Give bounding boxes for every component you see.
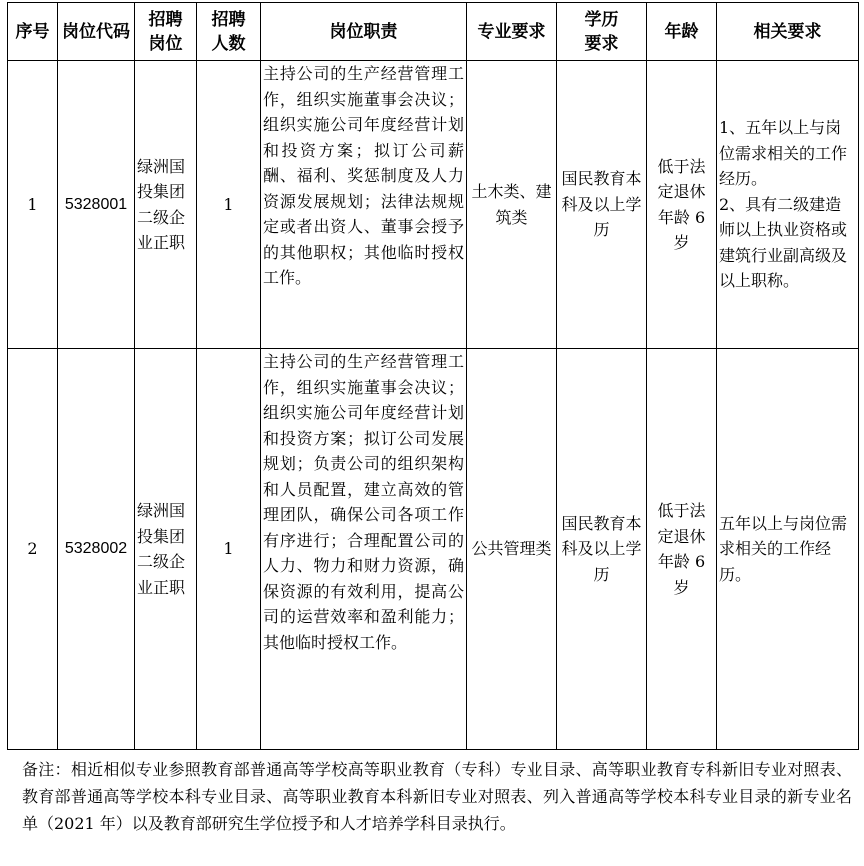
header-duties: 岗位职责: [261, 3, 467, 61]
row-education: 国民教育本科及以上学历: [557, 349, 647, 750]
row-education: 国民教育本科及以上学历: [557, 61, 647, 349]
row-age: 低于法定退休年龄 6 岁: [647, 61, 717, 349]
row-duties: 主持公司的生产经营管理工作，组织实施董事会决议；组织实施公司年度经营计划和投资方案；拟订公司发展规划；负责公司的组织架构和人员配置，建立高效的管理团队，确保公司各项工作有序进行；合理配置公司的人力、物力和财力资源，确保资源的有效利用，提高公司的运营效率和盈利能力；其他临时授权工作。: [261, 349, 467, 750]
row-major: 土木类、建筑类: [467, 61, 557, 349]
header-age: 年龄: [647, 3, 717, 61]
header-row: [8, 3, 859, 61]
header-count: 招聘人数: [197, 3, 261, 61]
requirement-item: 1、五年以上与岗位需求相关的工作经历。: [719, 118, 848, 189]
row-index: 2: [8, 349, 58, 750]
header-position: 招聘岗位: [135, 3, 197, 61]
header-requirements: 相关要求: [717, 3, 859, 61]
requirement-item: 2、具有二级建造师以上执业资格或建筑行业副高级及以上职称。: [719, 194, 848, 291]
row-age: 低于法定退休年龄 6 岁: [647, 349, 717, 750]
row-major: 公共管理类: [467, 349, 557, 750]
row-requirements: [717, 61, 859, 349]
header-index: 序号: [8, 3, 58, 61]
footnote: 备注：相近相似专业参照教育部普通高等学校高等职业教育（专科）专业目录、高等职业教育专科新旧专业对照表、教育部普通高等学校本科专业目录、高等职业教育本科新旧专业对照表、列入普通高等学校本科专业目录的新专业名单（2021 年）以及教育部研究生学位授予和人才培养学科目录执行。: [22, 760, 852, 833]
recruitment-table: [7, 2, 859, 750]
row-index: 1: [8, 61, 58, 349]
row-position: 绿洲国投集团二级企业正职: [135, 349, 197, 750]
row-duties: 主持公司的生产经营管理工作，组织实施董事会决议；组织实施公司年度经营计划和投资方案；拟订公司薪酬、福利、奖惩制度及人力资源发展规划；法律法规规定或者出资人、董事会授予的其他职权；其他临时授权工作。: [261, 61, 467, 349]
table-row: [8, 349, 859, 750]
table-row: [8, 61, 859, 349]
row-count: 1: [197, 61, 261, 349]
row-code: 5328001: [58, 61, 135, 349]
requirement-item: 五年以上与岗位需求相关的工作经历。: [719, 513, 848, 584]
row-requirements: [717, 349, 859, 750]
header-code: 岗位代码: [58, 3, 135, 61]
header-education: 学历要求: [557, 3, 647, 61]
header-major: 专业要求: [467, 3, 557, 61]
row-code: 5328002: [58, 349, 135, 750]
row-position: 绿洲国投集团二级企业正职: [135, 61, 197, 349]
row-count: 1: [197, 349, 261, 750]
